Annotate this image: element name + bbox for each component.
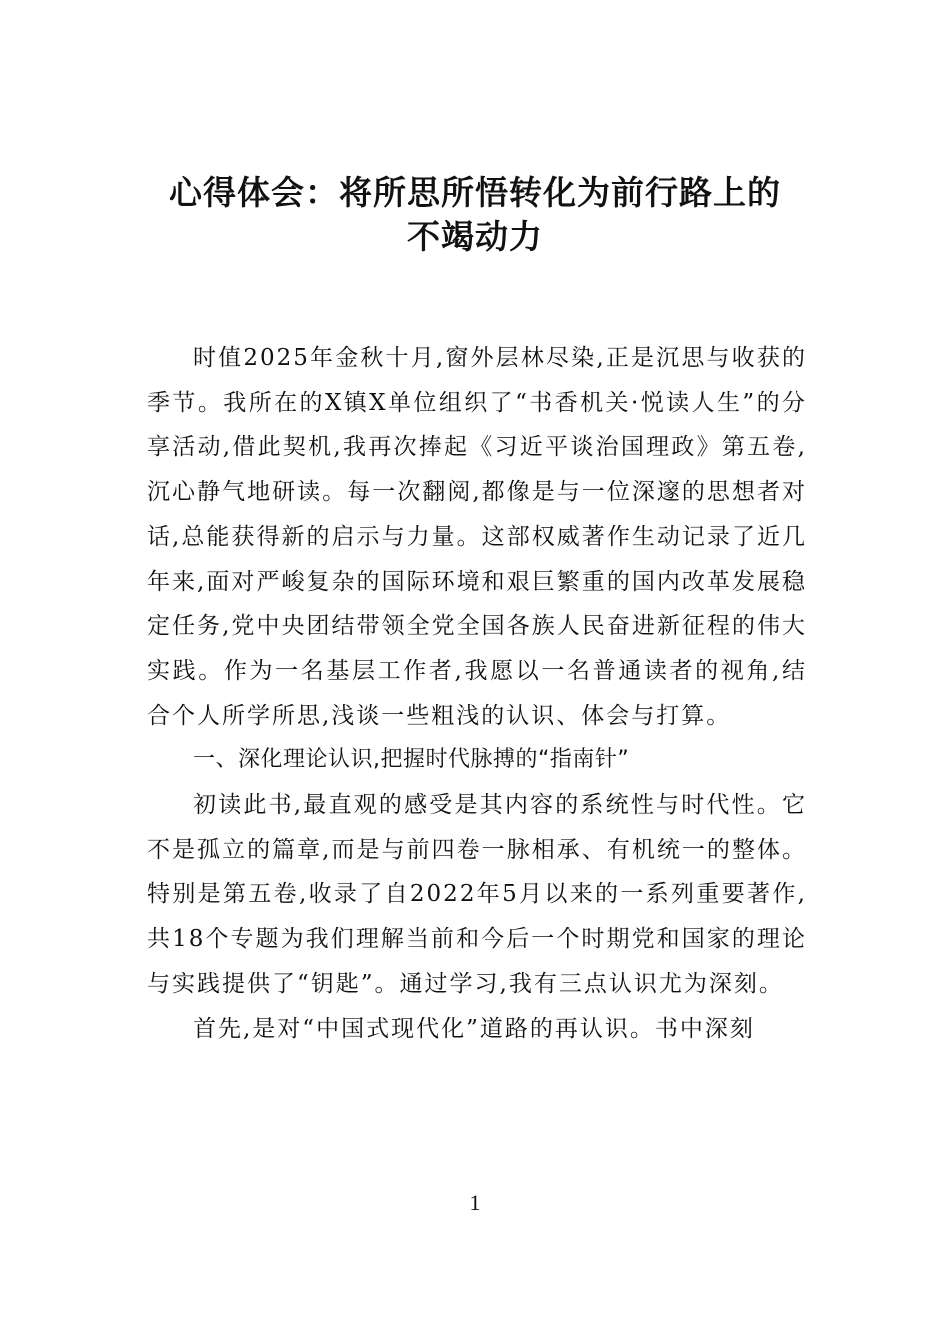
page-number: 1 (469, 1190, 481, 1215)
document-title-line-2: 不竭动力 (407, 217, 543, 256)
document-title-line-1: 心得体会：将所思所悟转化为前行路上的 (169, 173, 781, 212)
section-heading-1: 一、深化理论认识,把握时代脉搏的“指南针” (193, 747, 630, 773)
intro-paragraph: 时值2025年金秋十月,窗外层林尽染,正是沉思与收获的季节。我所在的X镇X单位组织了“书香机关·悦读人生”的分享活动,借此契机,我再次捧起《习近平谈治国理政》第五卷,沉心静气地研读。每一次翻阅,都像是与一位深邃的思想者对话,总能获得新的启示与力量。这部权威著作生动记录了近几年来,面对严峻复杂的国际环境和艰巨繁重的国内改革发展稳定任务,党中央团结带领全党全国各族人民奋进新征程的伟大实践。作为一名基层工作者,我愿以一名普通读者的视角,结合个人所学所思,浅谈一些粗浅的认识、体会与打算。 (147, 345, 807, 729)
section-1-paragraph-1: 初读此书,最直观的感受是其内容的系统性与时代性。它不是孤立的篇章,而是与前四卷一脉相承、有机统一的整体。特别是第五卷,收录了自2022年5月以来的一系列重要著作,共18个专题为我们理解当前和今后一个时期党和国家的理论与实践提供了“钥匙”。通过学习,我有三点认识尤为深刻。 (147, 792, 807, 997)
section-1-paragraph-2: 首先,是对“中国式现代化”道路的再认识。书中深刻 (193, 1015, 755, 1042)
document-body (147, 336, 807, 1051)
